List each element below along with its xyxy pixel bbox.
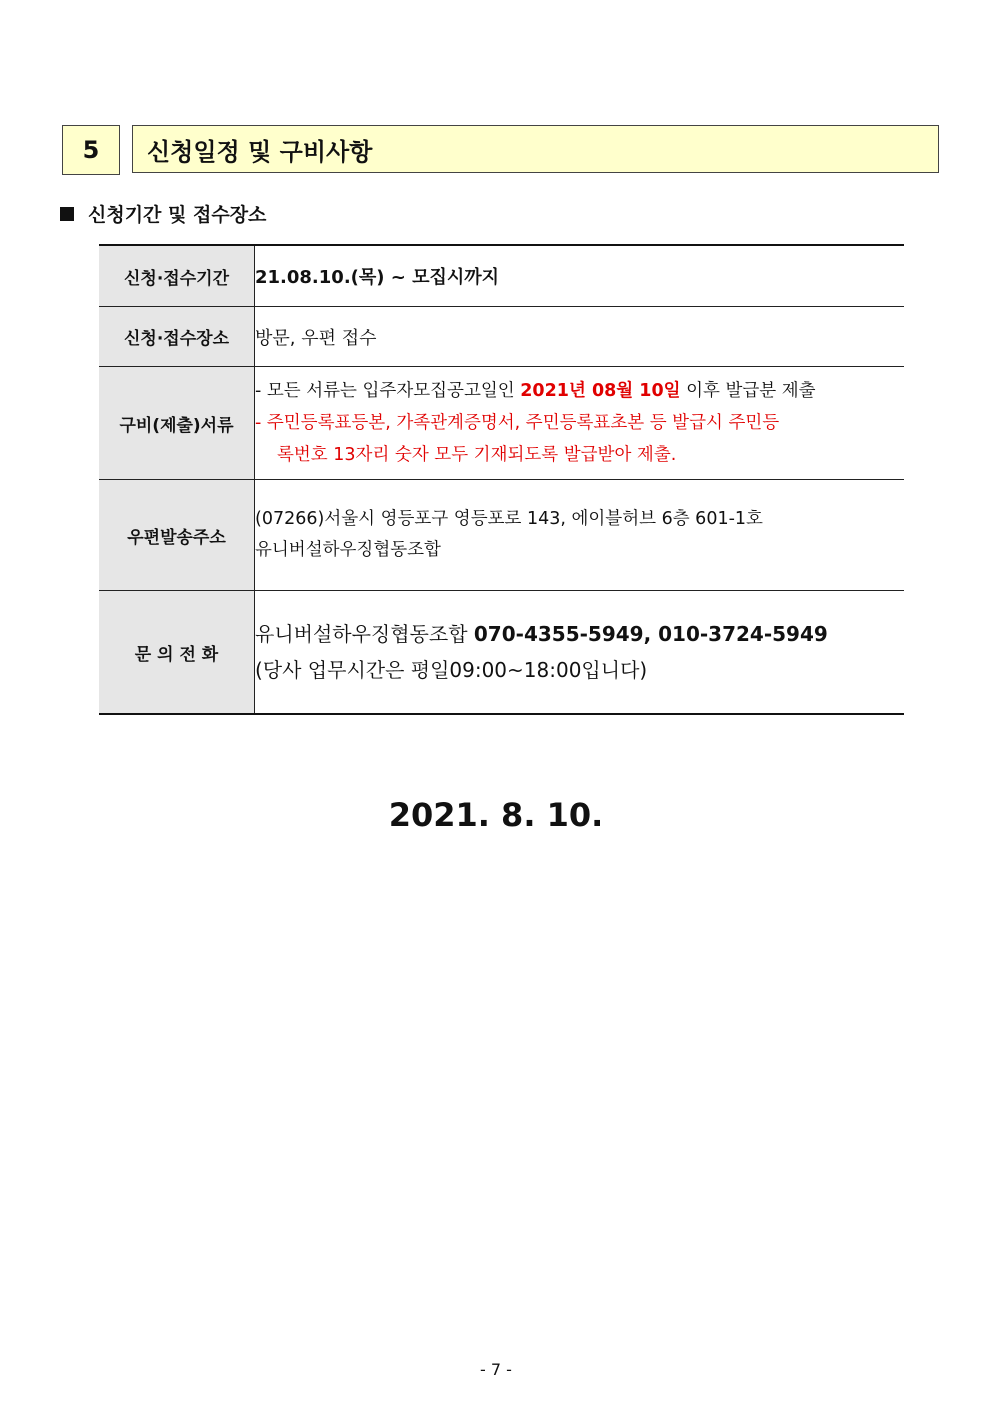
docs-line-1: [255, 375, 904, 407]
table-row: [99, 245, 904, 307]
table-row: [99, 480, 904, 591]
docs-line-2: - 주민등록표등본, 가족관계증명서, 주민등록표초본 등 발급시 주민등: [255, 413, 780, 433]
section-title: 신청일정 및 구비사항: [132, 125, 939, 173]
phone-line-1: [255, 616, 904, 652]
docs-line1-prefix: - 모든 서류는 입주자모집공고일인: [255, 381, 521, 401]
section-header: [62, 125, 941, 175]
docs-value: [255, 367, 905, 480]
square-bullet-icon: [60, 207, 74, 221]
section-number: 5: [62, 125, 120, 175]
phone-numbers: 070-4355-5949, 010-3724-5949: [473, 622, 828, 646]
subheading-text: 신청기간 및 접수장소: [88, 204, 267, 226]
period-label: 신청·접수기간: [99, 245, 255, 307]
docs-label: 구비(제출)서류: [99, 367, 255, 480]
address-line-1: (07266)서울시 영등포구 영등포로 143, 에이블허브 6층 601-1호: [255, 509, 763, 529]
document-date: 2021. 8. 10.: [388, 796, 604, 834]
docs-line1-suffix: 이후 발급분 제출: [680, 381, 816, 401]
phone-hours: (당사 업무시간은 평일09:00~18:00입니다): [255, 658, 648, 682]
phone-label: 문 의 전 화: [99, 591, 255, 715]
place-label: 신청·접수장소: [99, 307, 255, 367]
address-label: 우편발송주소: [99, 480, 255, 591]
place-value: 방문, 우편 접수: [255, 307, 905, 367]
docs-line-3: 록번호 13자리 숫자 모두 기재되도록 발급받아 제출.: [277, 445, 677, 465]
page-number: - 7 -: [480, 1360, 512, 1379]
phone-value: [255, 591, 905, 715]
table-row: [99, 307, 904, 367]
address-value: [255, 480, 905, 591]
info-table: [99, 244, 904, 715]
phone-org: 유니버설하우징협동조합: [255, 622, 474, 646]
docs-line1-date: 2021년 08월 10일: [520, 381, 681, 401]
table-row: [99, 367, 904, 480]
period-value: 21.08.10.(목) ~ 모집시까지: [255, 245, 905, 307]
table-row: [99, 591, 904, 715]
subheading: [60, 200, 266, 227]
address-line-2: 유니버설하우징협동조합: [255, 540, 441, 560]
